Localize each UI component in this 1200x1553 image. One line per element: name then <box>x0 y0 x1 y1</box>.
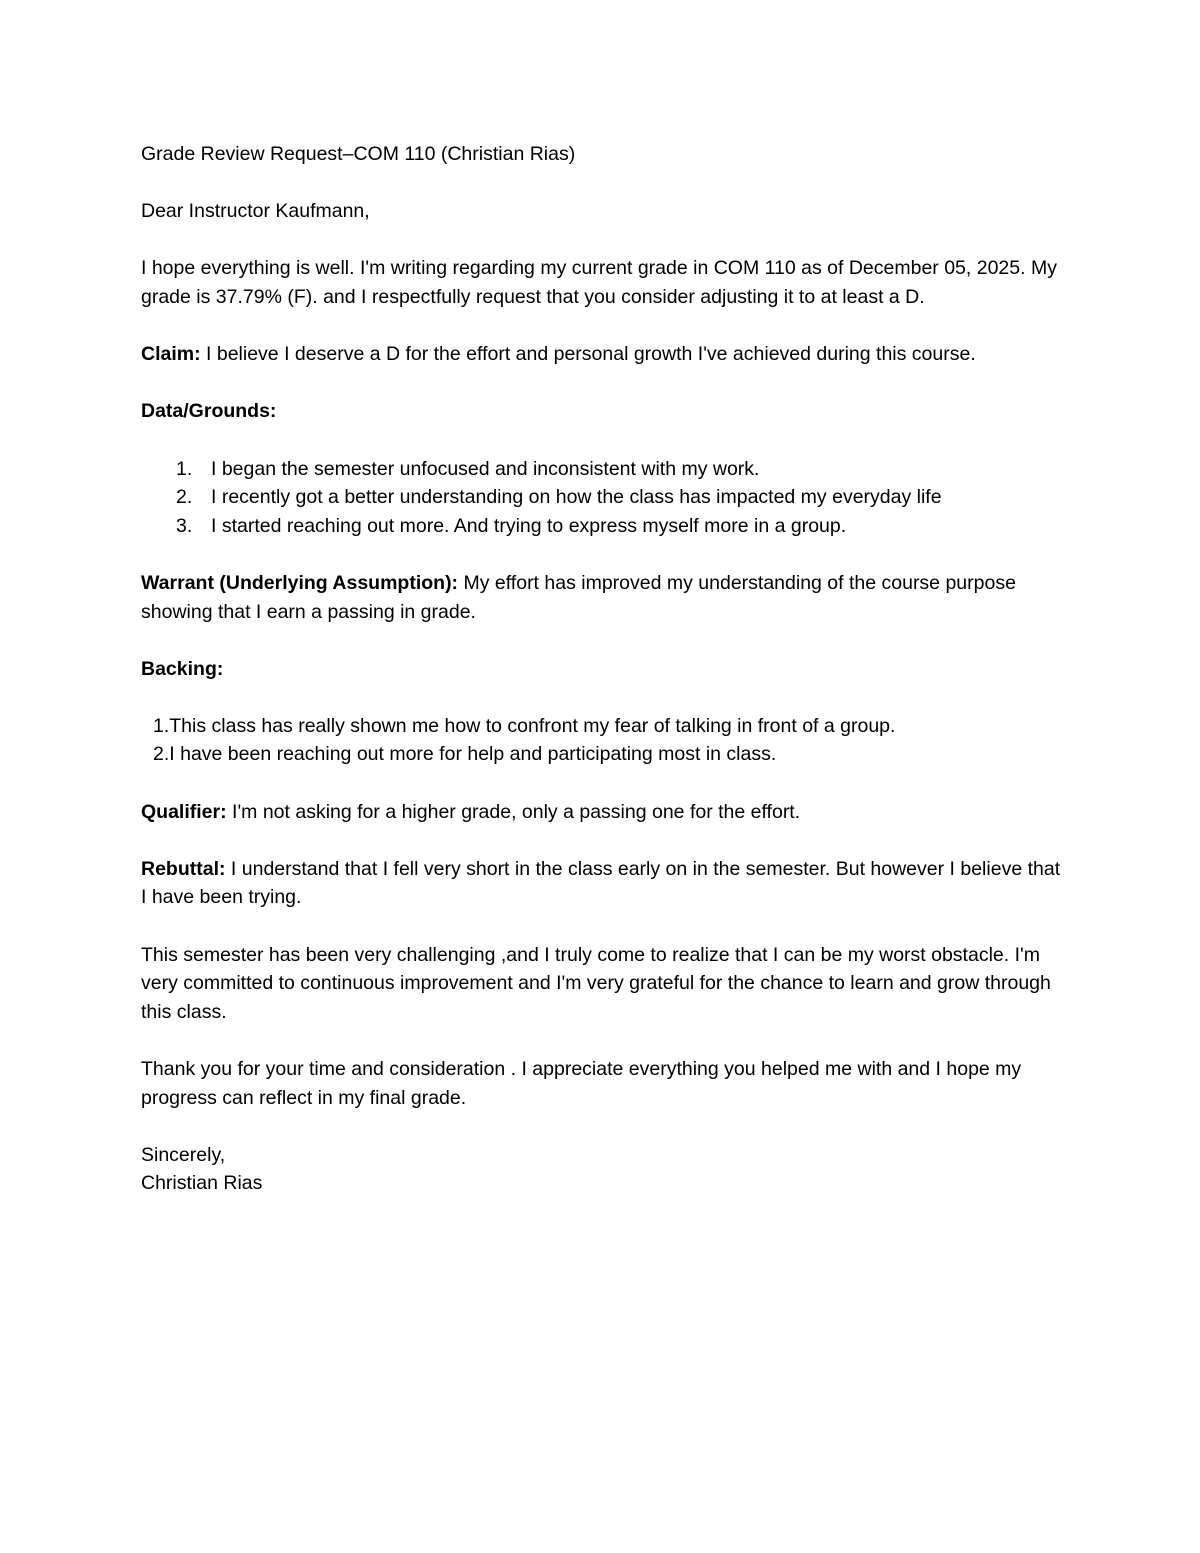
rebuttal-label: Rebuttal: <box>141 857 226 880</box>
qualifier-text: I'm not asking for a higher grade, only a passing one for the effort. <box>226 800 801 823</box>
list-item-number: 3. <box>176 514 193 537</box>
qualifier-label: Qualifier: <box>141 800 227 823</box>
list-item-text: I began the semester unfocused and inconsistent with my work. <box>211 457 760 480</box>
claim-label: Claim: <box>141 343 201 366</box>
salutation: Dear Instructor Kaufmann, <box>141 200 370 223</box>
list-item <box>141 512 1061 541</box>
grounds-list <box>141 455 1061 541</box>
thanks-paragraph: Thank you for your time and consideration . I appreciate everything you helped me with and I hope my progress can reflect in my final grade. <box>141 1058 1022 1109</box>
closing: Sincerely, <box>141 1143 226 1166</box>
rebuttal-paragraph <box>141 855 1061 912</box>
backing-heading <box>141 655 1061 684</box>
claim-text: I believe I deserve a D for the effort and personal growth I've achieved during this course. <box>200 343 976 366</box>
list-item <box>141 455 1061 484</box>
list-item <box>141 483 1061 512</box>
grounds-heading <box>141 397 1061 426</box>
warrant-paragraph <box>141 569 1061 626</box>
backing-list <box>153 712 1061 769</box>
list-item-number: 1. <box>176 457 193 480</box>
list-item-text: I recently got a better understanding on how the class has impacted my everyday life <box>211 486 942 509</box>
backing-item: 1.This class has really shown me how to confront my fear of talking in front of a group. <box>153 714 896 737</box>
warrant-text: My effort has improved my understanding of the course purpose showing that I earn a passing in grade. <box>141 571 1016 623</box>
warrant-label: Warrant (Underlying Assumption): <box>141 571 459 594</box>
list-item-text: I started reaching out more. And trying to express myself more in a group. <box>211 514 847 537</box>
claim-paragraph <box>141 340 1061 369</box>
qualifier-paragraph <box>141 798 1061 827</box>
signature-name: Christian Rias <box>141 1172 263 1195</box>
intro-paragraph: I hope everything is well. I'm writing regarding my current grade in COM 110 as of December 05, 2025. My grade is 37.79% (F). and I respectfully request that you consider adjusting it to at least a D. <box>141 257 1057 308</box>
list-item-number: 2. <box>176 486 193 509</box>
rebuttal-text: I understand that I fell very short in the class early on in the semester. But however I believe that I have been trying. <box>141 857 1061 909</box>
reflection-paragraph: This semester has been very challenging ,and I truly come to realize that I can be my worst obstacle. I'm very committed to continuous improvement and I'm very grateful for the chance to learn and grow through this class. <box>141 943 1051 1023</box>
letter-page <box>141 140 1061 1198</box>
grounds-label: Data/Grounds: <box>141 400 277 423</box>
backing-item: 2.I have been reaching out more for help and participating most in class. <box>153 743 777 766</box>
backing-label: Backing: <box>141 657 224 680</box>
letter-title: Grade Review Request–COM 110 (Christian Rias) <box>141 143 576 165</box>
